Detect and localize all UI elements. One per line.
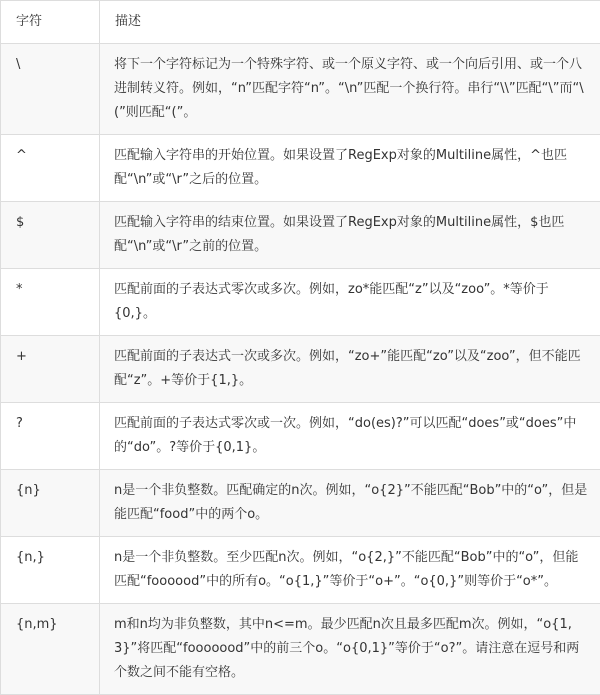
row-char: ?: [1, 403, 100, 470]
table-row: [1, 44, 600, 135]
header-desc: 描述: [100, 1, 600, 44]
row-desc: m和n均为非负整数，其中n<=m。最少匹配n次且最多匹配m次。例如，“o{1,3}”将匹配“fooooood”中的前三个o。“o{0,1}”等价于“o?”。请注意在逗号和两个数之间不能有空格。: [100, 604, 600, 695]
row-char: {n,m}: [1, 604, 100, 695]
row-desc: 匹配前面的子表达式零次或多次。例如，zo*能匹配“z”以及“zoo”。*等价于{0,}。: [100, 269, 600, 336]
row-desc: n是一个非负整数。匹配确定的n次。例如，“o{2}”不能匹配“Bob”中的“o”，但是能匹配“food”中的两个o。: [100, 470, 600, 537]
row-desc: n是一个非负整数。至少匹配n次。例如，“o{2,}”不能匹配“Bob”中的“o”，但能匹配“foooood”中的所有o。“o{1,}”等价于“o+”。“o{0,}”则等价于“o*”。: [100, 537, 600, 604]
table-row: [1, 336, 600, 403]
row-desc: 匹配输入字符串的开始位置。如果设置了RegExp对象的Multiline属性，^也匹配“\n”或“\r”之后的位置。: [100, 135, 600, 202]
row-desc: 匹配输入字符串的结束位置。如果设置了RegExp对象的Multiline属性，$也匹配“\n”或“\r”之前的位置。: [100, 202, 600, 269]
table-row: [1, 470, 600, 537]
row-char: +: [1, 336, 100, 403]
table-header-row: [1, 1, 600, 44]
row-char: {n,}: [1, 537, 100, 604]
header-char: 字符: [1, 1, 100, 44]
table-row: [1, 135, 600, 202]
table-row: [1, 202, 600, 269]
row-char: \: [1, 44, 100, 135]
row-desc: 匹配前面的子表达式一次或多次。例如，“zo+”能匹配“zo”以及“zoo”，但不能匹配“z”。+等价于{1,}。: [100, 336, 600, 403]
row-desc: 匹配前面的子表达式零次或一次。例如，“do(es)?”可以匹配“does”或“does”中的“do”。?等价于{0,1}。: [100, 403, 600, 470]
row-char: $: [1, 202, 100, 269]
table-row: [1, 269, 600, 336]
row-char: *: [1, 269, 100, 336]
row-char: {n}: [1, 470, 100, 537]
table-row: [1, 537, 600, 604]
row-char: ^: [1, 135, 100, 202]
table-row: [1, 604, 600, 695]
row-desc: 将下一个字符标记为一个特殊字符、或一个原义字符、或一个向后引用、或一个八进制转义符。例如，“n”匹配字符“n”。“\n”匹配一个换行符。串行“\\”匹配“\”而“\(”则匹配“(”。: [100, 44, 600, 135]
table-row: [1, 403, 600, 470]
